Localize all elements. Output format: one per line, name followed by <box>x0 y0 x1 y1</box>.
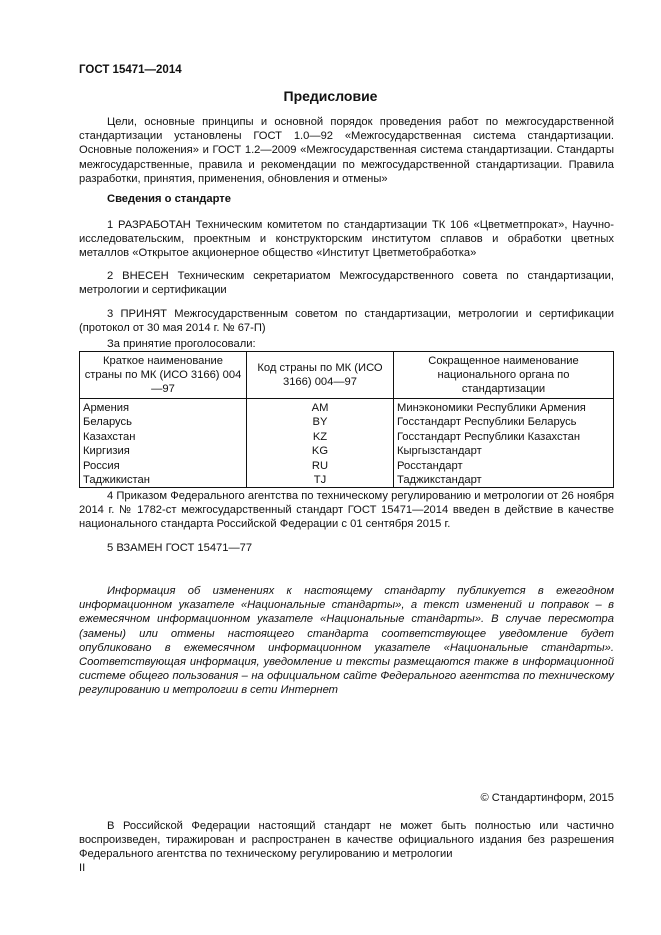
item-4-order: 4 Приказом Федерального агентства по техническому регулированию и метрологии от 26 ноября 2014 г. № 1782-ст межгосударственный стандарт ГОСТ 15471—2014 введен в действие в качестве национального стандарта Российской Федерации с 01 сентября 2015 г. <box>79 490 614 531</box>
voting-countries-table <box>79 351 614 488</box>
body-cell: Госстандарт Республики Беларусь <box>394 415 614 429</box>
code-cell: KG <box>247 444 394 458</box>
item-3-adopted: 3 ПРИНЯТ Межгосударственным советом по стандартизации, метрологии и сертификации (протокол от 30 мая 2014 г. № 67-П) <box>79 308 614 335</box>
code-cell: AM <box>247 399 394 416</box>
country-cell: Беларусь <box>80 415 247 429</box>
column-header-country: Краткое наименование страны по МК (ИСО 3166) 004—97 <box>80 352 247 399</box>
column-header-code: Код страны по МК (ИСО 3166) 004—97 <box>247 352 394 399</box>
code-cell: KZ <box>247 430 394 444</box>
code-cell: TJ <box>247 473 394 488</box>
voted-label: За принятие проголосовали: <box>107 338 256 350</box>
item-2-introduced: 2 ВНЕСЕН Техническим секретариатом Межгосударственного совета по стандартизации, метрологии и сертификации <box>79 270 614 297</box>
country-cell: Таджикистан <box>80 473 247 488</box>
copyright: © Стандартинформ, 2015 <box>480 792 614 804</box>
table-header-row <box>80 352 614 399</box>
body-cell: Таджикстандарт <box>394 473 614 488</box>
section-heading: Сведения о стандарте <box>107 193 231 205</box>
table-row <box>80 459 614 473</box>
country-cell: Россия <box>80 459 247 473</box>
country-cell: Казахстан <box>80 430 247 444</box>
table-row <box>80 415 614 429</box>
intro-paragraph: Цели, основные принципы и основной порядок проведения работ по межгосударственной стандартизации установлены ГОСТ 1.0—92 «Межгосударственная система стандартизации. Основные положения» и ГОСТ 1.2—2009 «Межгосударственная система стандартизации. Стандарты межгосударственные, правила и рекомендации по межгосударственной стандартизации. Правила разработки, принятия, применения, обновления и отмены» <box>79 116 614 185</box>
column-header-body: Сокращенное наименование национального органа по стандартизации <box>394 352 614 399</box>
standard-code-header: ГОСТ 15471—2014 <box>79 64 182 76</box>
body-cell: Госстандарт Республики Казахстан <box>394 430 614 444</box>
country-cell: Армения <box>80 399 247 416</box>
reproduction-notice: В Российской Федерации настоящий стандарт не может быть полностью или частично воспроизведен, тиражирован и распространен в качестве официального издания без разрешения Федерального агентства по техническому регулированию и метрологии <box>79 820 614 861</box>
item-5-replaces: 5 ВЗАМЕН ГОСТ 15471—77 <box>107 542 253 554</box>
item-1-developed: 1 РАЗРАБОТАН Техническим комитетом по стандартизации ТК 106 «Цветметпрокат», Научно-исследовательским, проектным и конструкторским институтом сплавов и обработки цветных металлов «Открытое акционерное общество «Институт Цветметобработка» <box>79 219 614 260</box>
table-row <box>80 473 614 488</box>
table-row <box>80 399 614 416</box>
code-cell: RU <box>247 459 394 473</box>
table-row <box>80 444 614 458</box>
info-notice: Информация об изменениях к настоящему стандарту публикуется в ежегодном информационном указателе «Национальные стандарты», а текст изменений и поправок – в ежемесячном информационном указателе «Национальные стандарты». В случае пересмотра (замены) или отмены настоящего стандарта соответствующее уведомление будет опубликовано в ежемесячном информационном указателе «Национальные стандарты». Соответствующая информация, уведомление и тексты размещаются также в информационной системе общего пользования – на официальном сайте Федерального агентства по техническому регулированию и метрологии в сети Интернет <box>79 585 614 697</box>
table-row <box>80 430 614 444</box>
body-cell: Росстандарт <box>394 459 614 473</box>
country-cell: Киргизия <box>80 444 247 458</box>
code-cell: BY <box>247 415 394 429</box>
body-cell: Минэкономики Республики Армения <box>394 399 614 416</box>
page-title: Предисловие <box>283 88 378 104</box>
body-cell: Кыргызстандарт <box>394 444 614 458</box>
page-number: II <box>79 862 86 874</box>
